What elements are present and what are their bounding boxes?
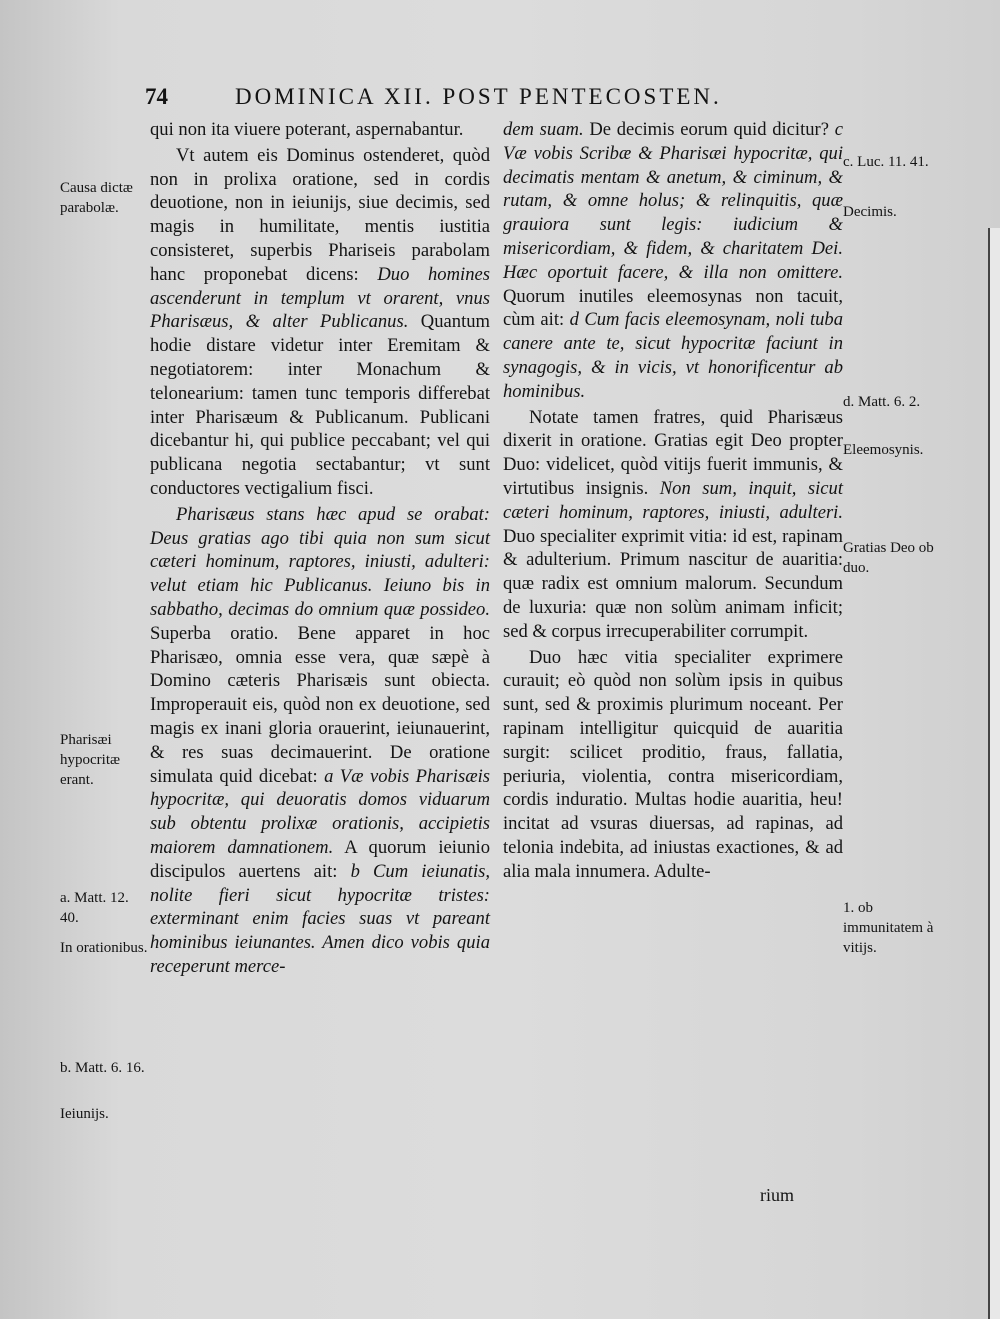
- margin-note: Decimis.: [843, 204, 897, 220]
- page-edge: [988, 228, 1000, 1319]
- running-title: DOMINICA XII. POST PENTECOSTEN.: [235, 84, 722, 109]
- catchword: rium: [760, 1185, 794, 1205]
- margin-note: Pharisæi hypocritæ erant.: [60, 732, 120, 788]
- paragraph: Notate tamen fratres, quid Pharisæus dixerit in oratione. Gratias egit Deo propter Duo: videlicet, quòd vitijs fuerit immunis, & virtutibus insignis. Non sum, inquit, sicut cæteri hominum, raptores, iniusti, adulteri. Duo specialiter exprimit vitia: id est, rapinam & adulterium. Primum nascitur de auaritia: quæ radix est omnium malorum. Secundum de luxuria: quæ non solùm animam inficit; sed & corpus irrecuperabiliter corrumpit.: [503, 406, 843, 642]
- margin-note: Causa dictæ parabolæ.: [60, 180, 133, 216]
- running-head: [145, 84, 785, 114]
- page-number: 74: [145, 84, 168, 109]
- margin-note: In orationibus.: [60, 940, 148, 956]
- paragraph: Pharisæus stans hæc apud se orabat: Deus gratias ago tibi quia non sum sicut cæteri hominum, raptores, iniusti, adulteri: velut etiam hic Publicanus. Ieiuno bis in sabbatho, decimas do omnium quæ possideo. Superba oratio. Bene apparet in hoc Pharisæo, omnia esse vera, quæ sæpè à Domino cæteris Pharisæis sunt obiecta. Improperauit eis, quòd non ex deuotione, sed magis ex inani gloria orauerint, ieiunauerint, & res suas decimauerint. De oratione simulata quid dicebat: a Væ vobis Pharisæis hypocritæ, qui deuoratis domos viduarum sub obtentu prolixæ orationis, accipietis maiorem damnationem. A quorum ieiunio discipulos auertens ait: b Cum ieiunatis, nolite fieri sicut hypocritæ tristes: exterminant enim facies suas vt pareant hominibus ieiunantes. Amen dico vobis quia receperunt merce-: [150, 503, 490, 977]
- paragraph: Duo hæc vitia specialiter exprimere curauit; eò quòd non solùm ipsis in quibus sunt, sed & proximis plurimum noceant. Per rapinam intelligitur quicquid de auaritia surgit: scilicet proditio, fraus, fallatia, periuria, violentia, contra misericordiam, cordis induratio. Multas hodie auaritia, heu! incitat ad vsuras diuersas, ad rapinas, ad telonia indebita, ad iniustas exactiones, & ad alia mala innumera. Adulte-: [503, 646, 843, 882]
- paragraph: Vt autem eis Dominus ostenderet, quòd non in prolixa oratione, sed in cordis deuotione, non in ieiunijs, siue decimis, sed magis in humilitate, mentis iustitia consisteret, superbis Phariseis parabolam hanc proponebat dicens: Duo homines ascenderunt in templum vt orarent, vnus Pharisæus, & alter Publicanus. Quantum hodie distare videtur inter Eremitam & negotiatorem: inter Monachum & telonearium: tamen tunc temporis differebat inter Pharisæum & Publicanum. Publicani dicebantur hi, qui publice peccabant; vel qui publicana negotia sectabantur; vt sunt conductores vectigalium fisci.: [150, 144, 490, 499]
- margin-note: d. Matt. 6. 2.: [843, 394, 921, 410]
- paragraph: dem suam. De decimis eorum quid dicitur? c Væ vobis Scribæ & Pharisæi hypocritæ, qui decimatis mentam & anetum, & ciminum, & rutam, & omne holus; & relinquitis, quæ grauiora sunt legis: iudicium & misericordiam, & fidem, & charitatem Dei. Hæc oportuit facere, & illa non omittere. Quorum inutiles eleemosynas non tacuit, cùm ait: d Cum facis eleemosynam, noli tuba canere ante te, sicut hypocritæ faciunt in synagogis, & in vicis, vt honorificentur ab hominibus.: [503, 119, 843, 402]
- margin-note: c. Luc. 11. 41.: [843, 154, 929, 170]
- margin-note: 1. ob immunitatem à vitijs.: [843, 900, 934, 956]
- margin-note: a. Matt. 12. 40.: [60, 890, 129, 926]
- left-column: [150, 118, 490, 979]
- right-column: [503, 118, 843, 884]
- margin-note: Eleemosynis.: [843, 442, 924, 458]
- margin-note: b. Matt. 6. 16.: [60, 1060, 145, 1076]
- margin-note: Ieiunijs.: [60, 1106, 109, 1122]
- paragraph: qui non ita viuere poterant, aspernabantur.: [150, 119, 464, 140]
- margin-note: Gratias Deo ob duo.: [843, 540, 934, 576]
